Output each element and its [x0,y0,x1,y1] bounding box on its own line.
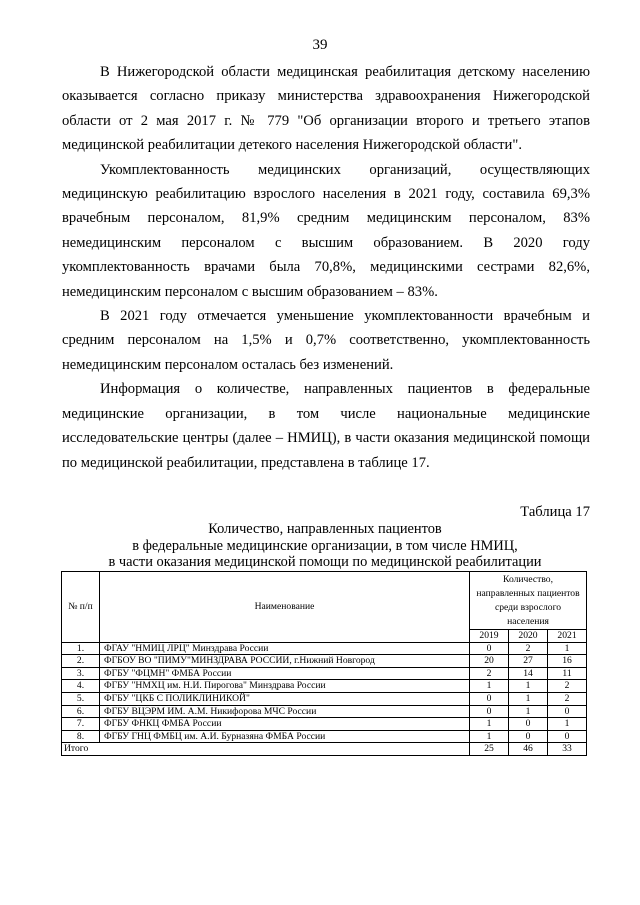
body-text [62,60,590,475]
row-value-2019: 1 [470,680,509,693]
row-value-2019: 1 [470,718,509,731]
header-count: Количество, направленных пациентов среди взрослого населения [470,572,587,630]
row-num: 6. [62,705,100,718]
row-name: ФГБУ "НМХЦ им. Н.И. Пирогова" Минздрава России [100,680,470,693]
header-num: № п/п [62,572,100,643]
row-num: 2. [62,655,100,668]
row-value-2021: 1 [548,642,587,655]
data-table [61,571,587,756]
row-value-2019: 0 [470,642,509,655]
paragraph: Информация о количестве, направленных пациентов в федеральные медицинские организации, в том числе национальные медицинские исследовательские центры (далее – НМИЦ), в части оказания медицинской помощи по медицинской реабилитации, представлена в таблице 17. [62,381,590,471]
table-label: Таблица 17 [520,504,590,520]
row-value-2021: 16 [548,655,587,668]
total-label: Итого [62,743,470,756]
row-value-2021: 2 [548,680,587,693]
row-value-2020: 1 [509,680,548,693]
row-value-2019: 0 [470,692,509,705]
row-value-2020: 1 [509,705,548,718]
row-value-2021: 1 [548,718,587,731]
row-num: 1. [62,642,100,655]
row-value-2019: 20 [470,655,509,668]
row-value-2019: 0 [470,705,509,718]
total-value-2019: 25 [470,743,509,756]
row-name: ФГАУ "НМИЦ ЛРЦ" Минздрава России [100,642,470,655]
row-name: ФГБУ ГНЦ ФМБЦ им. А.И. Бурназяна ФМБА России [100,730,470,743]
paragraph: В 2021 году отмечается уменьшение укомплектованности врачебным и средним персоналом на 1,5% и 0,7% соответственно, укомплектованность немедицинским персоналом осталась без изменений. [62,308,590,373]
row-num: 8. [62,730,100,743]
header-year-2020: 2020 [509,630,548,643]
row-value-2019: 1 [470,730,509,743]
row-num: 7. [62,718,100,731]
row-name: ФГБУ ВЦЭРМ ИМ. А.М. Никифорова МЧС России [100,705,470,718]
table-row [62,655,587,668]
table-row [62,680,587,693]
paragraph: В Нижегородской области медицинская реабилитация детскому населению оказывается согласно приказу министерства здравоохранения Нижегородской области от 2 мая 2017 г. № 779 "Об организации второго и третьего этапов медицинской реабилитации детекого населения Нижегородской области". [62,64,590,154]
page-number: 39 [312,37,328,53]
table-caption-line: Количество, направленных пациентов [208,521,442,537]
total-value-2021: 33 [548,743,587,756]
row-value-2019: 2 [470,667,509,680]
table-row [62,718,587,731]
row-value-2021: 0 [548,705,587,718]
paragraph: Укомплектованность медицинских организаций, осуществляющих медицинскую реабилитацию взрослого населения в 2021 году, составила 69,3% врачебным персоналом, 81,9% средним медицинским персоналом, 83% немедицинским персоналом с высшим образованием. В 2020 году укомплектованность врачами была 70,8%, медицинскими сестрами 82,6%, немедицинским персоналом с высшим образованием – 83%. [62,161,590,300]
header-year-2021: 2021 [548,630,587,643]
row-value-2021: 11 [548,667,587,680]
row-value-2020: 0 [509,730,548,743]
row-value-2021: 2 [548,692,587,705]
row-num: 3. [62,667,100,680]
row-num: 5. [62,692,100,705]
table-row [62,667,587,680]
header-year-2019: 2019 [470,630,509,643]
row-num: 4. [62,680,100,693]
row-name: ФГБОУ ВО "ПИМУ"МИНЗДРАВА РОССИИ, г.Нижний Новгород [100,655,470,668]
table-row [62,705,587,718]
table-caption-line: в федеральные медицинские организации, в том числе НМИЦ, [132,537,518,554]
row-value-2020: 27 [509,655,548,668]
table-total-row [62,743,587,756]
row-value-2020: 2 [509,642,548,655]
row-value-2020: 14 [509,667,548,680]
row-value-2020: 1 [509,692,548,705]
row-name: ФГБУ "ЦКБ С ПОЛИКЛИНИКОЙ" [100,692,470,705]
row-name: ФГБУ "ФЦМН" ФМБА России [100,667,470,680]
table-row [62,692,587,705]
row-value-2020: 0 [509,718,548,731]
table-row [62,730,587,743]
total-value-2020: 46 [509,743,548,756]
header-name: Наименование [100,572,470,643]
table-caption [60,521,590,571]
table-caption-line: в части оказания медицинской помощи по медицинской реабилитации [108,554,542,570]
row-name: ФГБУ ФНКЦ ФМБА России [100,718,470,731]
table-row [62,642,587,655]
row-value-2021: 0 [548,730,587,743]
